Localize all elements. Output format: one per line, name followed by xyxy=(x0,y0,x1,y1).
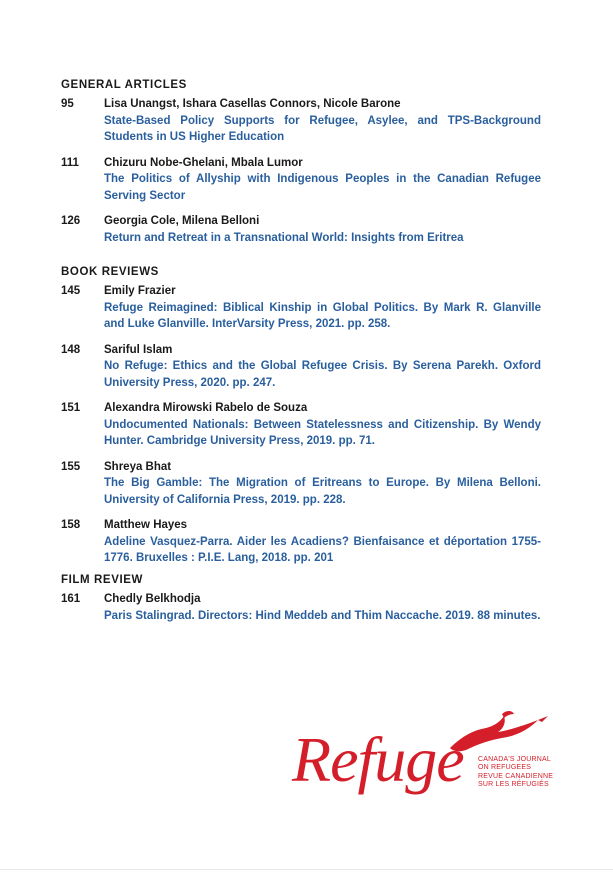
entry-authors: Lisa Unangst, Ishara Casellas Connors, Nicole Barone xyxy=(104,98,401,110)
entry-authors: Shreya Bhat xyxy=(104,460,172,473)
entry-authors: Emily Frazier xyxy=(104,285,176,297)
entry-title-link[interactable]: Paris Stalingrad. Directors: Hind Meddeb and Thim Naccache. 2019. 88 minutes. xyxy=(104,609,541,622)
logo-wordmark: Refuge xyxy=(292,724,464,795)
logo-tagline-fr-2: SUR LES RÉFUGIÉS xyxy=(478,781,549,788)
section-general-articles xyxy=(61,79,541,255)
bottom-divider xyxy=(0,869,613,870)
section-book-reviews xyxy=(61,266,541,576)
logo-tagline-fr-1: REVUE CANADIENNE xyxy=(478,773,554,780)
entry-authors: Matthew Hayes xyxy=(104,519,188,531)
toc-entry[interactable] xyxy=(61,283,541,333)
section-film-review xyxy=(61,574,541,633)
page-number: 95 xyxy=(61,98,74,110)
entry-title-link[interactable]: The Politics of Allyship with Indigenous Peoples in the Canadian Refugee Serving Sector xyxy=(104,173,541,202)
section-heading: FILM REVIEW xyxy=(61,574,143,586)
entry-title-link[interactable]: Undocumented Nationals: Between Statelessness and Citizenship. By Wendy Hunter. Cambridge University Press, 2019. pp. 71. xyxy=(104,418,541,447)
entry-title-link[interactable]: No Refuge: Ethics and the Global Refugee Crisis. By Serena Parekh. Oxford University Press, 2020. pp. 247. xyxy=(104,360,541,389)
entry-title-link[interactable]: Return and Retreat in a Transnational World: Insights from Eritrea xyxy=(104,231,464,244)
page-number: 126 xyxy=(61,215,81,227)
toc-entry[interactable] xyxy=(61,459,541,509)
toc-entry[interactable] xyxy=(61,155,541,205)
logo-tagline-en-1: CANADA'S JOURNAL xyxy=(478,756,551,763)
toc-entry[interactable] xyxy=(61,213,541,246)
page-number: 158 xyxy=(61,519,81,531)
section-heading: GENERAL ARTICLES xyxy=(61,79,187,91)
toc-entry[interactable] xyxy=(61,96,541,146)
page-number: 151 xyxy=(61,402,81,414)
logo-tagline-en-2: ON REFUGEES xyxy=(478,764,532,771)
entry-authors: Sariful Islam xyxy=(104,343,173,356)
section-heading: BOOK REVIEWS xyxy=(61,266,159,278)
toc-entry[interactable] xyxy=(61,591,541,624)
toc-entry[interactable] xyxy=(61,342,541,392)
entry-title-link[interactable]: Refuge Reimagined: Biblical Kinship in Global Politics. By Mark R. Glanville and Luke Glanville. InterVarsity Press, 2021. pp. 258. xyxy=(104,301,541,330)
entry-title-link[interactable]: State-Based Policy Supports for Refugee, Asylee, and TPS-Background Students in US Higher Education xyxy=(104,114,541,143)
page-number: 148 xyxy=(61,343,81,356)
entry-title-link[interactable]: The Big Gamble: The Migration of Eritreans to Europe. By Milena Belloni. University of California Press, 2019. pp. 228. xyxy=(104,477,541,506)
entry-authors: Chizuru Nobe-Ghelani, Mbala Lumor xyxy=(104,156,303,169)
entry-authors: Georgia Cole, Milena Belloni xyxy=(104,215,260,227)
refuge-logo xyxy=(292,708,560,818)
toc-entry[interactable] xyxy=(61,400,541,450)
entry-title-link[interactable]: Adeline Vasquez-Parra. Aider les Acadiens? Bienfaisance et déportation 1755-1776. Bruxelles : P.I.E. Lang, 2018. pp. 201 xyxy=(104,535,541,564)
page-number: 155 xyxy=(61,460,81,473)
toc-entry[interactable] xyxy=(61,517,541,567)
entry-authors: Chedly Belkhodja xyxy=(104,593,201,605)
page-number: 111 xyxy=(61,156,79,169)
page-number: 161 xyxy=(61,593,81,605)
entry-authors: Alexandra Mirowski Rabelo de Souza xyxy=(104,402,308,414)
page-number: 145 xyxy=(61,285,81,297)
